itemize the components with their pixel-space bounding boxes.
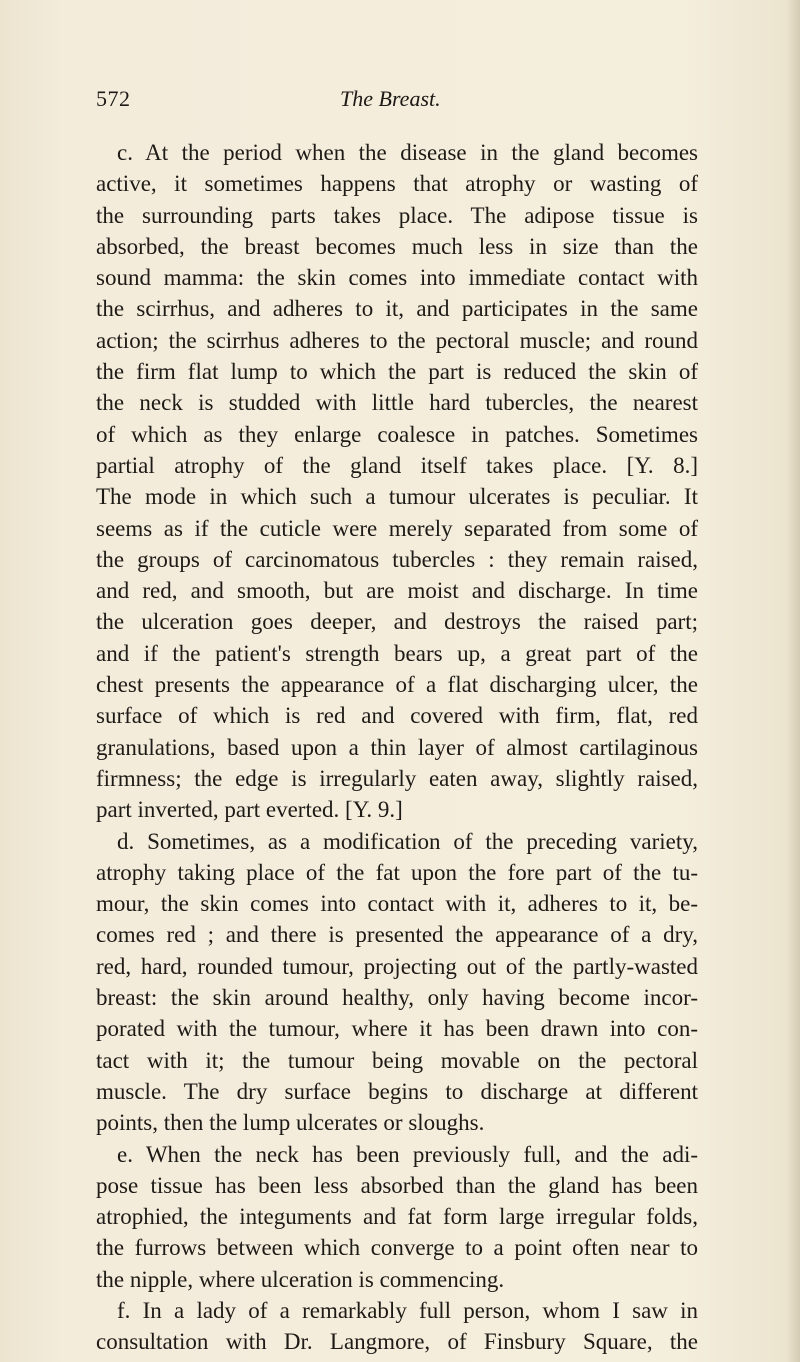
text-line: mour, the skin comes into contact with it, adheres to it, be- xyxy=(96,891,698,917)
text-line: action; the scirrhus adheres to the pectoral muscle; and round xyxy=(96,327,698,353)
text-line: the firm flat lump to which the part is reduced the skin of xyxy=(96,359,698,385)
text-line: partial atrophy of the gland itself takes place. [Y. 8.] xyxy=(96,452,698,478)
text-line: pose tissue has been less absorbed than the gland has been xyxy=(96,1172,698,1198)
text-line: part inverted, part everted. [Y. 9.] xyxy=(96,797,403,823)
text-line: absorbed, the breast becomes much less in size than the xyxy=(96,233,698,259)
text-line: The mode in which such a tumour ulcerates is peculiar. It xyxy=(96,484,698,510)
text-line: sound mamma: the skin comes into immediate contact with xyxy=(96,265,698,291)
page-number: 572 xyxy=(96,86,131,111)
text-line: atrophy taking place of the fat upon the fore part of the tu- xyxy=(96,859,698,885)
text-line: comes red ; and there is presented the appearance of a dry, xyxy=(96,922,698,948)
page-edge-shadow xyxy=(786,0,800,1362)
body-text xyxy=(96,137,698,1358)
text-line: f. In a lady of a remarkably full person, whom I saw in xyxy=(117,1297,698,1323)
text-line: consultation with Dr. Langmore, of Finsbury Square, the xyxy=(96,1329,698,1355)
text-line: and red, and smooth, but are moist and discharge. In time xyxy=(96,578,698,604)
text-line: the furrows between which converge to a point often near to xyxy=(96,1235,698,1261)
text-line: muscle. The dry surface begins to discharge at different xyxy=(96,1078,698,1104)
text-line: the ulceration goes deeper, and destroys the raised part; xyxy=(96,609,698,635)
text-line: and if the patient's strength bears up, a great part of the xyxy=(96,640,698,666)
text-line: surface of which is red and covered with firm, flat, red xyxy=(96,703,698,729)
text-line: breast: the skin around healthy, only having become incor- xyxy=(96,985,698,1011)
text-line: the neck is studded with little hard tubercles, the nearest xyxy=(96,390,698,416)
text-line: red, hard, rounded tumour, projecting out of the partly-wasted xyxy=(96,953,698,979)
text-line: porated with the tumour, where it has been drawn into con- xyxy=(96,1016,698,1042)
text-line: seems as if the cuticle were merely separated from some of xyxy=(96,515,698,541)
text-line: the surrounding parts takes place. The adipose tissue is xyxy=(96,202,698,228)
text-line: atrophied, the integuments and fat form large irregular folds, xyxy=(96,1204,698,1230)
text-line: the groups of carcinomatous tubercles : they remain raised, xyxy=(96,546,698,572)
text-line: granulations, based upon a thin layer of almost cartilaginous xyxy=(96,734,698,760)
text-line: tact with it; the tumour being movable on the pectoral xyxy=(96,1047,698,1073)
text-line: e. When the neck has been previously full, and the adi- xyxy=(117,1141,698,1167)
text-line: active, it sometimes happens that atrophy or wasting of xyxy=(96,171,698,197)
text-line: the scirrhus, and adheres to it, and participates in the same xyxy=(96,296,698,322)
text-line: d. Sometimes, as a modification of the preceding variety, xyxy=(117,828,698,854)
text-line: c. At the period when the disease in the gland becomes xyxy=(117,140,698,165)
text-line: of which as they enlarge coalesce in patches. Sometimes xyxy=(96,421,698,447)
text-line: chest presents the appearance of a flat discharging ulcer, the xyxy=(96,672,698,698)
text-line: the nipple, where ulceration is commencing. xyxy=(96,1266,505,1292)
page-header xyxy=(96,86,698,118)
text-line: firmness; the edge is irregularly eaten away, slightly raised, xyxy=(96,765,698,791)
text-line: points, then the lump ulcerates or sloughs. xyxy=(96,1110,485,1136)
running-title: The Breast. xyxy=(340,86,441,111)
